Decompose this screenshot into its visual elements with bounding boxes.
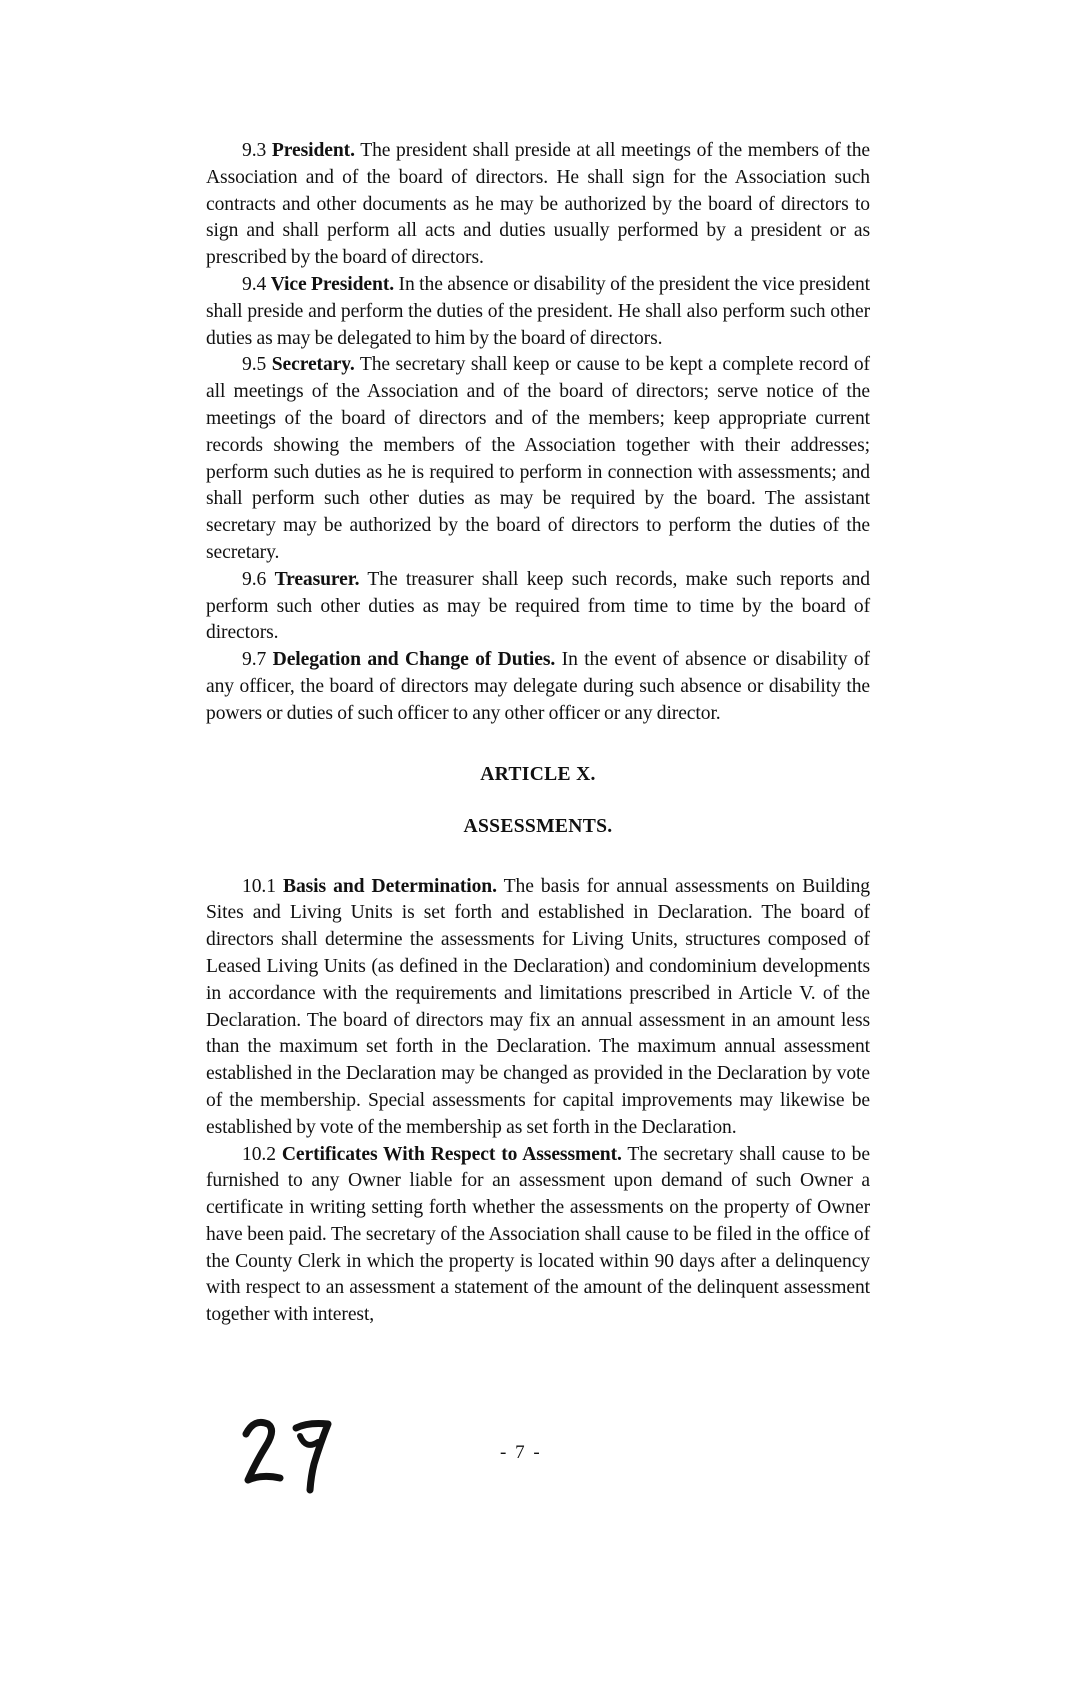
section-text: The treasurer shall keep such records, make such reports and perform such other duties as may be required from time to time by the board of directors. [206, 568, 870, 644]
section-heading: Treasurer. [274, 568, 360, 590]
section-heading: Delegation and Change of Duties. [272, 649, 556, 671]
section-text: The secretary shall keep or cause to be kept a complete record of all meetings of the Association and of the board of directors; serve notice of the meetings of the board of directors and of the members; keep appropriate current records showing the members of the Association together with their addresses; perform such duties as he is required to perform in connection with assessments; and shall perform such other duties as may be required by the board. The assistant secretary may be authorized by the board of directors to perform the duties of the secretary. [206, 354, 870, 563]
article-title: ASSESSMENTS. [463, 815, 613, 837]
section-10-2 [206, 1142, 870, 1330]
section-9-5 [206, 352, 870, 566]
section-text: In the absence or disability of the president the vice president shall preside and perform the duties of the president. He shall also perform such other duties as may be delegated to him by the board of directors. [206, 273, 870, 349]
section-10-1 [206, 874, 870, 1142]
section-text: The basis for annual assessments on Building Sites and Living Units is set forth and established in Declaration. The board of directors shall determine the assessments for Living Units, structures composed of Leased Living Units (as defined in the Declaration) and condominium developments in accordance with the requirements and limitations prescribed in Article V. of the Declaration. The board of directors may fix an annual assessment in an amount less than the maximum set forth in the Declaration. The maximum annual assessment established in the Declaration may be changed as provided in the Declaration by vote of the membership. Special assessments for capital improvements may likewise be established by vote of the membership as set forth in the Declaration. [206, 875, 870, 1138]
section-heading: Secretary. [271, 354, 355, 376]
section-number: 9.3 [242, 140, 267, 161]
section-number: 9.5 [242, 354, 267, 376]
section-number: 10.1 [242, 875, 276, 897]
section-9-7 [206, 647, 870, 727]
section-text: The president shall preside at all meetings of the members of the Association and of the board of directors. He shall sign for the Association such contracts and other documents as he may be authorized by the board of directors to sign and shall perform all acts and duties usually performed by a president or as prescribed by the board of directors. [206, 140, 870, 269]
page-number: - 7 - [500, 1442, 542, 1463]
section-heading: Basis and Determination. [282, 875, 497, 897]
section-9-3 [206, 138, 870, 272]
section-number: 10.2 [242, 1143, 276, 1165]
section-number: 9.7 [242, 649, 267, 671]
section-9-6 [206, 567, 870, 647]
document-page [206, 138, 870, 1329]
section-heading: Vice President. [270, 273, 395, 295]
section-text: The secretary shall cause to be furnished to any Owner liable for an assessment upon demand of such Owner a certificate in writing setting forth whether the assessments on the property of Owner have been paid. The secretary of the Association shall cause to be filed in the office of the County Clerk in which the property is located within 90 days after a delinquency with respect to an assessment a statement of the amount of the delinquent assessment together with interest, [206, 1143, 870, 1326]
section-number: 9.6 [242, 568, 267, 590]
section-9-4 [206, 272, 870, 352]
section-heading: President. [271, 140, 355, 161]
section-text: In the event of absence or disability of any officer, the board of directors may delegate during such absence or disability the powers or duties of such officer to any other officer or any director. [206, 649, 870, 724]
section-number: 9.4 [242, 273, 267, 295]
article-number: ARTICLE X. [480, 763, 596, 785]
handwritten-mark [236, 1414, 356, 1494]
section-heading: Certificates With Respect to Assessment. [281, 1143, 622, 1165]
